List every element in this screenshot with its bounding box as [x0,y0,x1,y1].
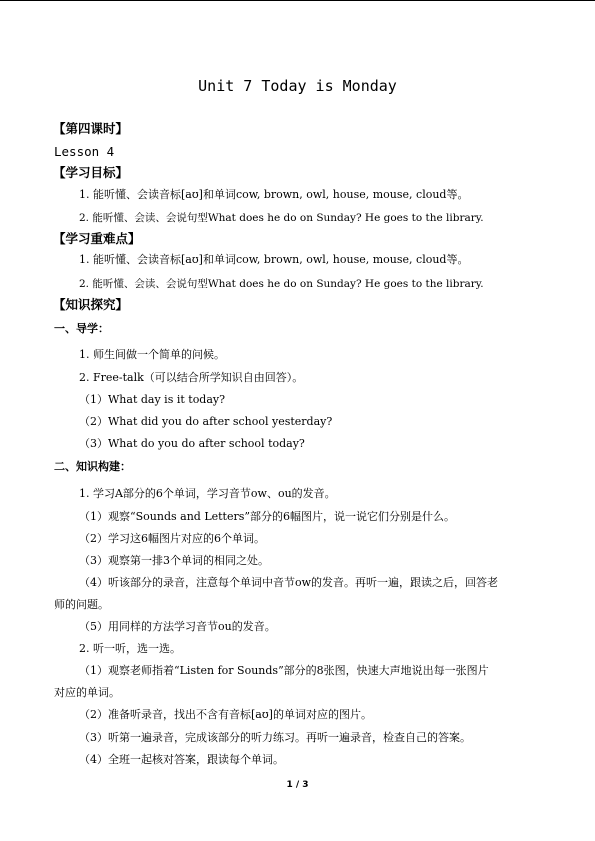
top-border-line [0,0,595,1]
guide-line: 1. 师生间做一个简单的问候。 [79,348,225,361]
key-point-item: 1. 能听懂、会读音标[aʊ]和单词cow, brown, owl, house, mouse, cloud等。 [79,253,469,266]
lesson-label: Lesson 4 [54,144,115,159]
build-line: （4）听该部分的录音，注意每个单词中音节ow的发音。再听一遍，跟读之后，回答老 [79,576,499,589]
build-line: （2）准备听录音，找出不含有音标[aʊ]的单词对应的图片。 [79,708,372,721]
key-points-heading: 【学习重难点】 [53,231,141,246]
objective-item: 2. 能听懂、会读、会说句型What does he do on Sunday? He goes to the library. [79,212,484,224]
build-line: （1）观察“Sounds and Letters”部分的6幅图片，说一说它们分别是什么。 [79,510,456,523]
build-line: （3）观察第一排3个单词的相同之处。 [79,554,269,567]
build-line: （1）观察老师指着“Listen for Sounds”部分的8张图，快速大声地说出每一张图片 [79,664,489,677]
guide-heading: 一、导学： [54,322,109,335]
build-line: （2）学习这6幅图片对应的6个单词。 [79,532,265,545]
objectives-heading: 【学习目标】 [53,165,129,180]
explore-heading: 【知识探究】 [53,297,129,312]
build-line: 1. 学习A部分的6个单词，学习音节ow、ou的发音。 [79,487,336,500]
build-line: （4）全班一起核对答案，跟读每个单词。 [79,753,284,766]
guide-line: （1）What day is it today? [79,393,226,406]
lesson-period-heading: 【第四课时】 [53,121,129,136]
objective-item: 1. 能听懂、会读音标[aʊ]和单词cow, brown, owl, house, mouse, cloud等。 [79,188,469,201]
build-line: （3）听第一遍录音，完成该部分的听力练习。再听一遍录音，检查自己的答案。 [79,731,471,744]
build-line: 2. 听一听，选一选。 [79,642,181,655]
build-line: 对应的单词。 [54,686,120,699]
guide-line: （3）What do you do after school today? [79,437,305,450]
document-title: Unit 7 Today is Monday [198,77,397,95]
guide-line: 2. Free-talk（可以结合所学知识自由回答）。 [79,371,304,384]
build-line: 师的问题。 [54,598,109,611]
build-heading: 二、知识构建： [54,460,131,473]
key-point-item: 2. 能听懂、会读、会说句型What does he do on Sunday? He goes to the library. [79,278,484,290]
guide-line: （2）What did you do after school yesterday? [79,415,333,428]
build-line: （5）用同样的方法学习音节ou的发音。 [79,620,276,633]
page-number: 1 / 3 [286,780,309,790]
